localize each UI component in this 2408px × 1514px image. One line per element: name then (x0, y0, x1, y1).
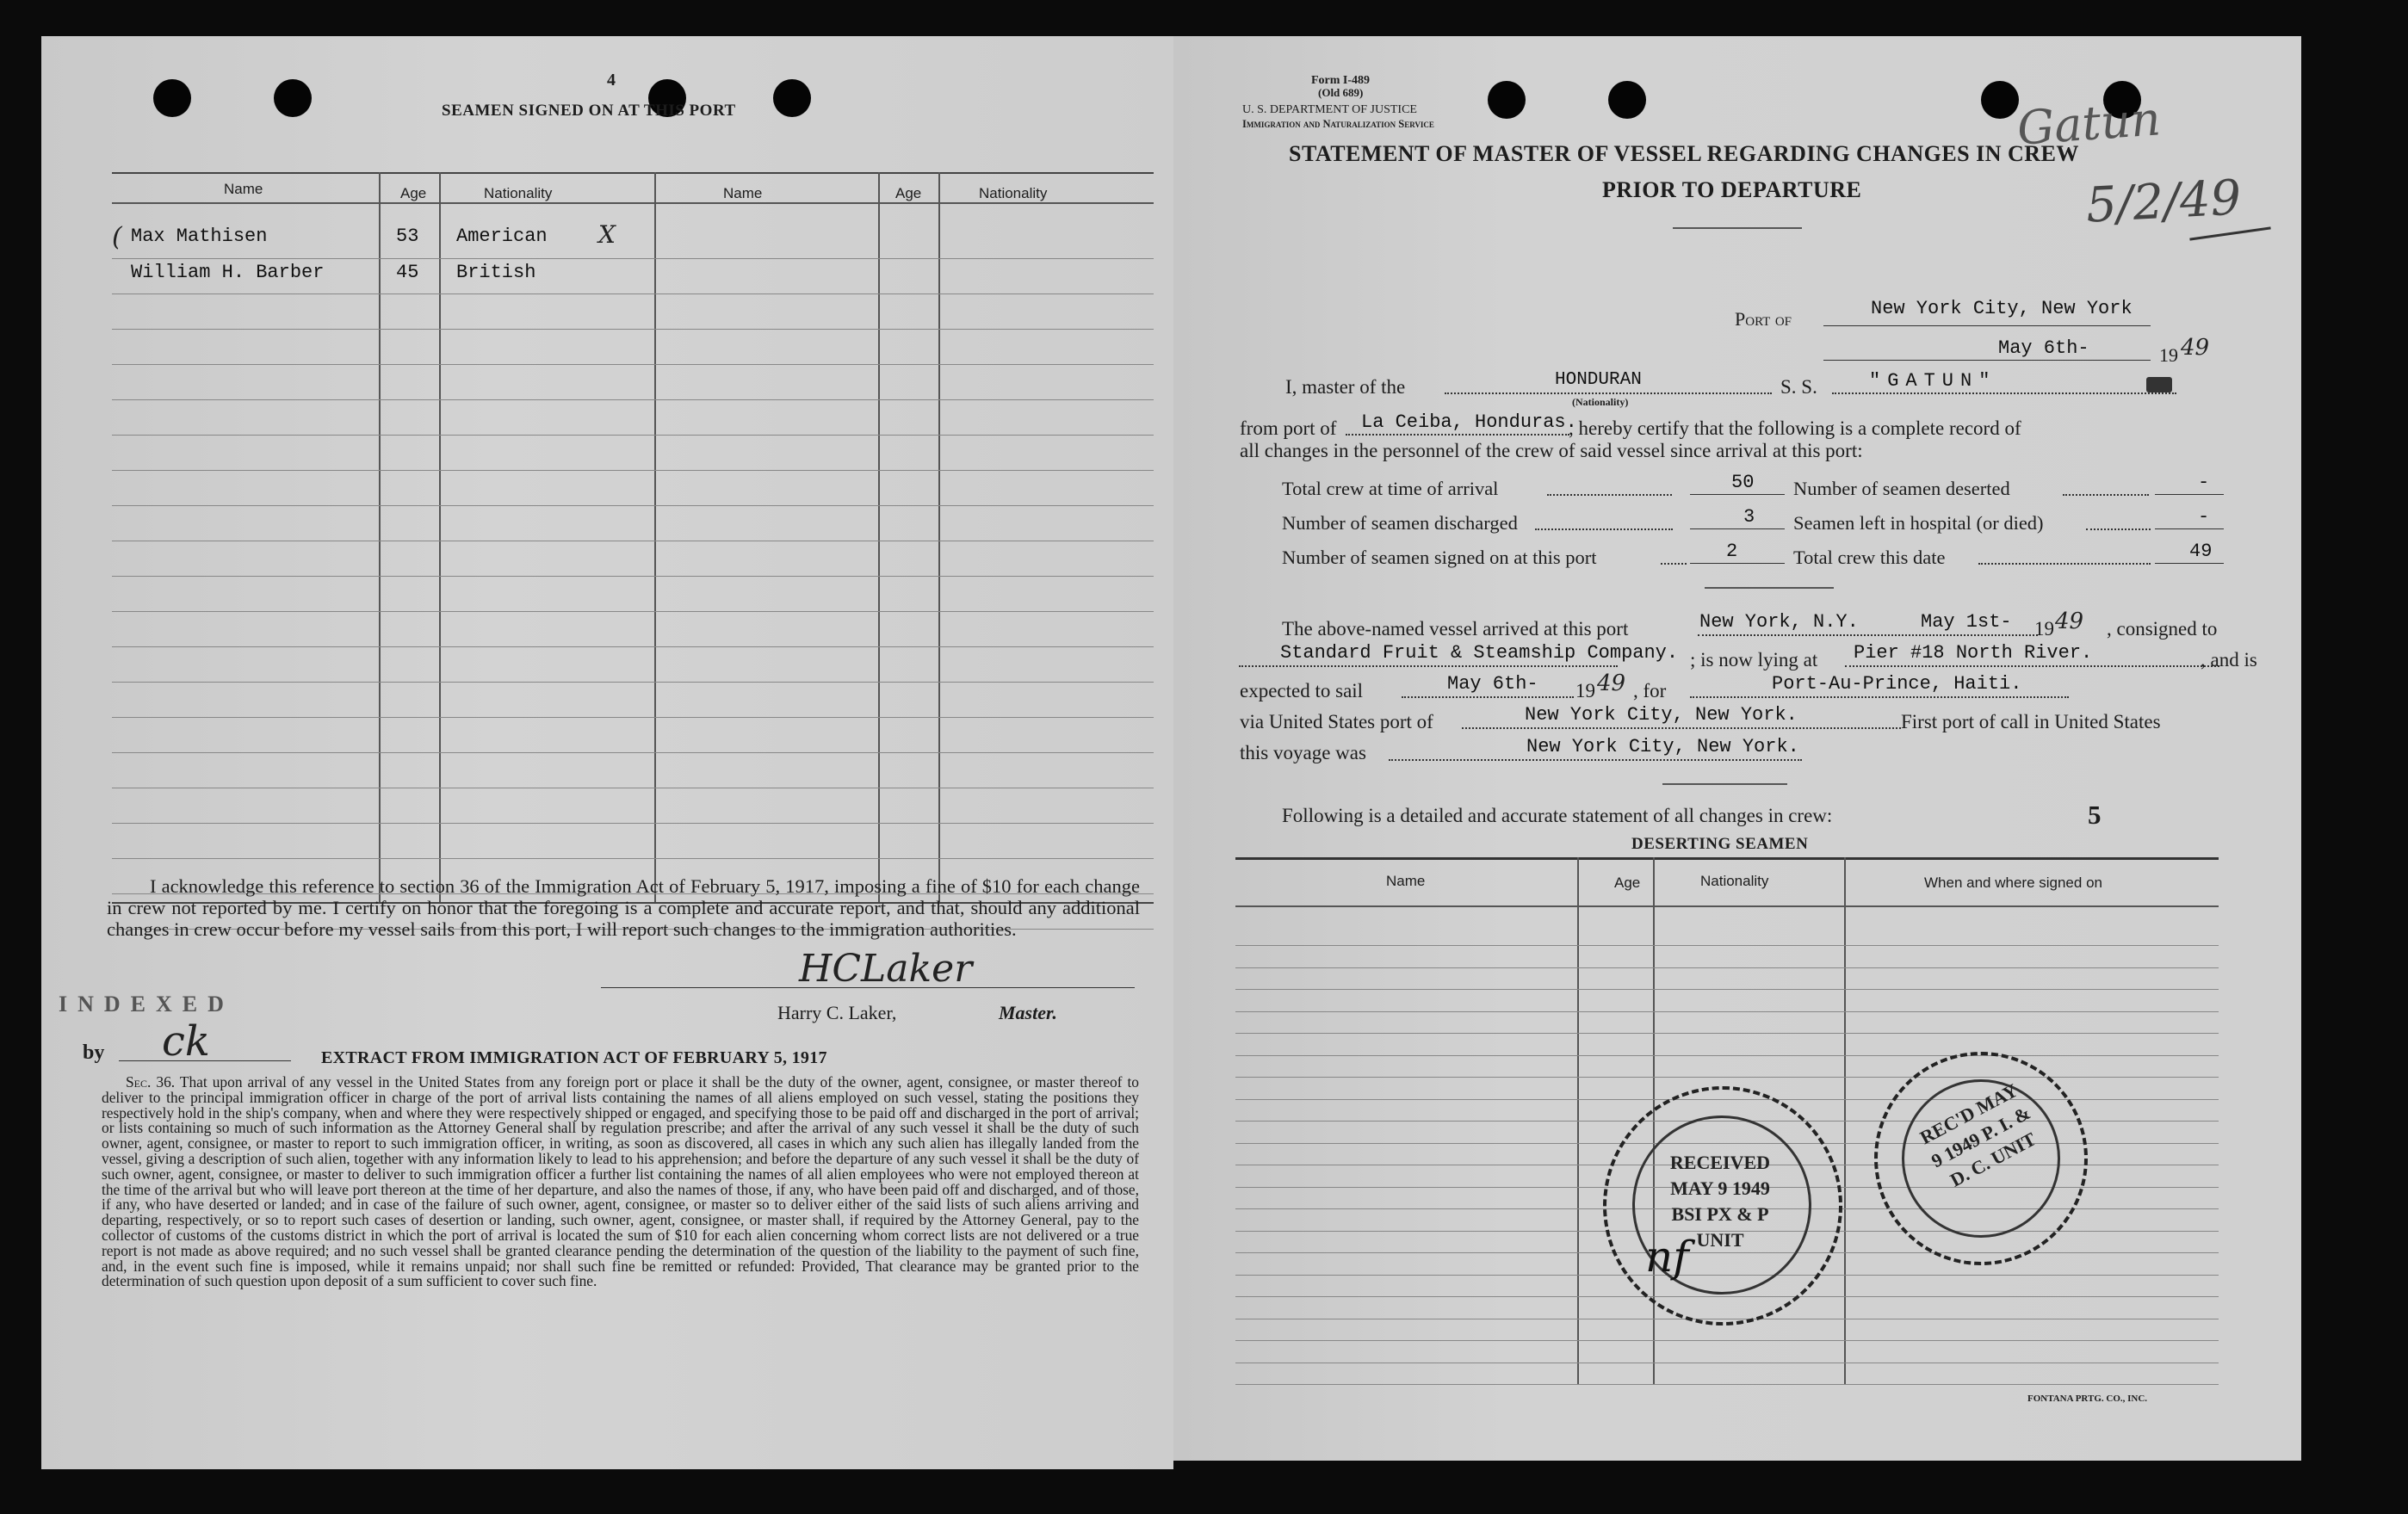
handwritten-underline (2189, 226, 2270, 240)
ship-line (1832, 392, 2176, 394)
table-rule (112, 717, 1154, 718)
arrived-date: May 1st- (1921, 611, 2012, 633)
col-age: Age (1614, 874, 1641, 891)
certify-text-1: , hereby certify that the following is a complete record of (1569, 417, 2021, 439)
title-rule (1673, 227, 1802, 229)
ship-name: "GATUN" (1869, 370, 1997, 392)
year-value: 49 (2181, 335, 2210, 361)
sec36-text (102, 1075, 1139, 1289)
punch-hole (274, 79, 312, 117)
recd-stamp (1874, 1052, 2088, 1265)
port-line (1823, 325, 2151, 326)
sail-year-prefix: 19 (1575, 680, 1595, 701)
table-rule (112, 329, 1154, 330)
handwritten-ship: Gatun (2015, 91, 2163, 156)
nationality-value: HONDURAN (1555, 370, 1642, 390)
year-prefix: 19 (2159, 344, 2178, 366)
stat-label: Number of seamen signed on at this port (1282, 547, 1597, 568)
table-rule (112, 752, 1154, 753)
printer: FONTANA PRTG. CO., INC. (2027, 1393, 2148, 1404)
table-rule (112, 258, 1154, 259)
check-mark: X (598, 220, 616, 249)
following-text: Following is a detailed and accurate statement of all changes in crew: (1282, 805, 1833, 826)
lying-at: ; is now lying at (1690, 649, 1818, 670)
table-rule (112, 576, 1154, 577)
table-rule (1235, 1384, 2219, 1385)
signature: HCLaker (799, 947, 973, 991)
stat-value: 49 (2189, 541, 2213, 562)
and-is: , and is (2201, 649, 2257, 670)
col-name: Name (1386, 873, 1426, 889)
signature-name: Harry C. Laker, (777, 1002, 897, 1023)
nationality-line (1445, 392, 1772, 394)
via-label: via United States port of (1240, 711, 1433, 732)
stat-value: 2 (1726, 541, 1738, 562)
first-port: New York City, New York. (1526, 736, 1799, 757)
seaman-nationality: American (456, 226, 548, 247)
handwritten-date: 5/2/49 (2084, 170, 2243, 234)
stat-value: - (2198, 472, 2210, 493)
table-rule (1235, 945, 2219, 946)
table-rule (112, 823, 1154, 824)
seaman-name: Max Mathisen (131, 226, 268, 247)
sail-year: 49 (1597, 670, 1626, 696)
stat-label: Total crew this date (1793, 547, 1946, 568)
table-rule (112, 399, 1154, 400)
seaman-name: William H. Barber (131, 262, 325, 283)
sec36-label: Sec. 36. (126, 1073, 176, 1091)
changes-count: 5 (2088, 800, 2102, 830)
col-nationality: Nationality (1700, 873, 1769, 889)
by-label: by (83, 1041, 105, 1064)
table-rule (112, 505, 1154, 506)
master-of-label: I, master of the (1285, 376, 1406, 398)
form-title-line-2: PRIOR TO DEPARTURE (1602, 177, 1862, 202)
punch-hole (1981, 81, 2019, 119)
table-rule (1235, 989, 2219, 990)
acknowledgment-text: I acknowledge this reference to section 36 of the Immigration Act of February 5, 1917, imposing a fine of $10 for each change in crew not reported by me. I certify on honor that the foregoing is a complete and accurate report, and that, should any additional changes in crew occur before my vessel sails from this port, I will report such changes to the immigration authorities. (107, 875, 1140, 940)
date-value: May 6th- (1998, 337, 2089, 359)
for-label: , for (1633, 680, 1667, 701)
punch-hole (1608, 81, 1646, 119)
date-line (1823, 360, 2151, 361)
service: Immigration and Naturalization Service (1242, 118, 1434, 130)
table-rule (112, 470, 1154, 471)
stamp-text: RECEIVED MAY 9 1949 BSI PX & P UNIT (1669, 1152, 1771, 1251)
col-when-where: When and where signed on (1924, 874, 2102, 891)
from-port-line (1346, 434, 1569, 436)
table-rule (1235, 1055, 2219, 1056)
arrival-rule (1662, 783, 1787, 785)
seaman-nationality: British (456, 262, 536, 283)
from-port-label: from port of (1240, 417, 1337, 439)
pier: Pier #18 North River. (1854, 642, 2093, 664)
stamp-signature: nf (1645, 1232, 1689, 1282)
via-port: New York City, New York. (1525, 704, 1798, 726)
table-rule (1235, 967, 2219, 968)
form-old: (Old 689) (1318, 86, 1364, 99)
arrived-year-prefix: 19 (2034, 618, 2054, 640)
destination: Port-Au-Prince, Haiti. (1772, 673, 2022, 695)
stat-label: Number of seamen discharged (1282, 512, 1518, 534)
port-label: Port of (1735, 308, 1792, 330)
stamp-text: REC'D MAY 9 1949 P. I. & D. C. UNIT (1916, 1078, 2040, 1191)
first-port-label: First port of call in United States (1901, 711, 2161, 732)
consignee: Standard Fruit & Steamship Company. (1280, 642, 1679, 664)
stat-value: 3 (1743, 506, 1755, 528)
signature-title: Master. (999, 1002, 1057, 1023)
sail-date: May 6th- (1447, 673, 1538, 695)
stats-rule (1705, 587, 1834, 589)
nationality-caption: (Nationality) (1572, 396, 1629, 408)
stat-value: - (2198, 506, 2210, 528)
stat-label: Total crew at time of arrival (1282, 478, 1499, 499)
table-rule (112, 682, 1154, 683)
col-nationality: Nationality (484, 185, 553, 201)
consigned-to: , consigned to (2107, 618, 2218, 640)
punch-hole (773, 79, 811, 117)
arrived-port: New York, N.Y. (1699, 611, 1859, 633)
form-title-line-1: STATEMENT OF MASTER OF VESSEL REGARDING CHANGES IN CREW (1289, 141, 2079, 166)
certify-text-2: all changes in the personnel of the crew of said vessel since arrival at this port: (1240, 440, 1863, 461)
sec36-body: That upon arrival of any vessel in the United States from any foreign port or place it shall be the duty of the owner, agent, consignee, or master thereof to deliver to the principal immigration officer in charge of the port of arrival lists containing the names of all aliens employed on such vessel, stating the positions they respectively hold in the ship's company, when and where they were respectively shipped or engaged, and specifying those to be paid off and discharged in the port of arrival; or lists containing so much of such information as the Attorney General shall by regulation prescribe; and after the arrival of any such vessel it shall be the duty of such owner, agent, consignee, or master to report to such immigration officer, in writing, as soon as discovered, all cases in which any such alien has illegally landed from the vessel, giving a description of such alien, together with any information likely to lead to his apprehension; and before the departure of any such vessel it shall be the duty of such owner, agent, consignee, or master to deliver to such immigration officer a further list containing the names of all alien employees who were not employed thereon at the time of the arrival but who will leave port thereon at the time of her departure, and also the names of those, if any, who have been paid off and discharged, and of those, if any, who have deserted or landed; and in case of the failure of such owner, agent, consignee, or master so to deliver either of the said lists of such aliens arriving and departing, respectively, or so to report such cases of desertion or landing, such owner, agent, consignee, or master shall, if required by the Attorney General, pay to the collector of customs of the customs district in which the port of arrival is located the sum of $10 for each alien concerning whom correct lists are not delivered or a true report is not made as above required; and no such vessel shall be granted clearance pending the determination of the question of the liability to the payment of such fine, and, in the event such fine is imposed, while it remains unpaid; nor shall such fine be remitted or refunded: Provided, That clearance may be granted prior to the determination of such question upon deposit of a sum sufficient to cover such fine. (102, 1073, 1139, 1290)
table-rule (112, 435, 1154, 436)
table-rule (1235, 1011, 2219, 1012)
seaman-age: 45 (396, 262, 419, 283)
table-rule (1235, 1077, 2219, 1078)
received-stamp (1603, 1086, 1842, 1326)
col-name-2: Name (723, 185, 763, 201)
department: U. S. DEPARTMENT OF JUSTICE (1242, 103, 1417, 116)
col-name: Name (224, 181, 263, 197)
table-rule (1235, 1340, 2219, 1341)
stat-label: Seamen left in hospital (or died) (1793, 512, 2044, 534)
table-rule (112, 364, 1154, 365)
voyage-label: this voyage was (1240, 742, 1366, 763)
extract-title: EXTRACT FROM IMMIGRATION ACT OF FEBRUARY 5, 1917 (321, 1048, 827, 1067)
expected-label: expected to sail (1240, 680, 1364, 701)
indexed-stamp: INDEXED (59, 992, 234, 1017)
left-page (41, 36, 1173, 1469)
col-age-2: Age (895, 185, 922, 201)
seaman-age: 53 (396, 226, 419, 247)
table-rule (112, 646, 1154, 647)
col-age: Age (400, 185, 427, 201)
section-title: SEAMEN SIGNED ON AT THIS PORT (442, 102, 736, 120)
form-number: Form I-489 (1311, 74, 1371, 87)
check-mark: ( (112, 222, 122, 252)
initials: ck (162, 1017, 210, 1066)
deserting-title: DESERTING SEAMEN (1631, 835, 1809, 853)
arrived-label: The above-named vessel arrived at this port (1282, 618, 1629, 640)
from-port-value: La Ceiba, Honduras. (1361, 411, 1577, 433)
ss-label: S. S. (1780, 376, 1817, 398)
port-value: New York City, New York (1871, 298, 2133, 319)
punch-hole (153, 79, 191, 117)
table-rule (112, 858, 1154, 859)
arrived-year: 49 (2055, 609, 2084, 634)
stat-value: 50 (1731, 472, 1755, 493)
stat-label: Number of seamen deserted (1793, 478, 2010, 499)
col-nationality-2: Nationality (979, 185, 1048, 201)
table-rule (1235, 1033, 2219, 1034)
ship-mark (2146, 377, 2172, 392)
page-number: 4 (607, 71, 616, 90)
signed-on-table (112, 138, 1154, 904)
punch-hole (1488, 81, 1526, 119)
table-rule (112, 611, 1154, 612)
